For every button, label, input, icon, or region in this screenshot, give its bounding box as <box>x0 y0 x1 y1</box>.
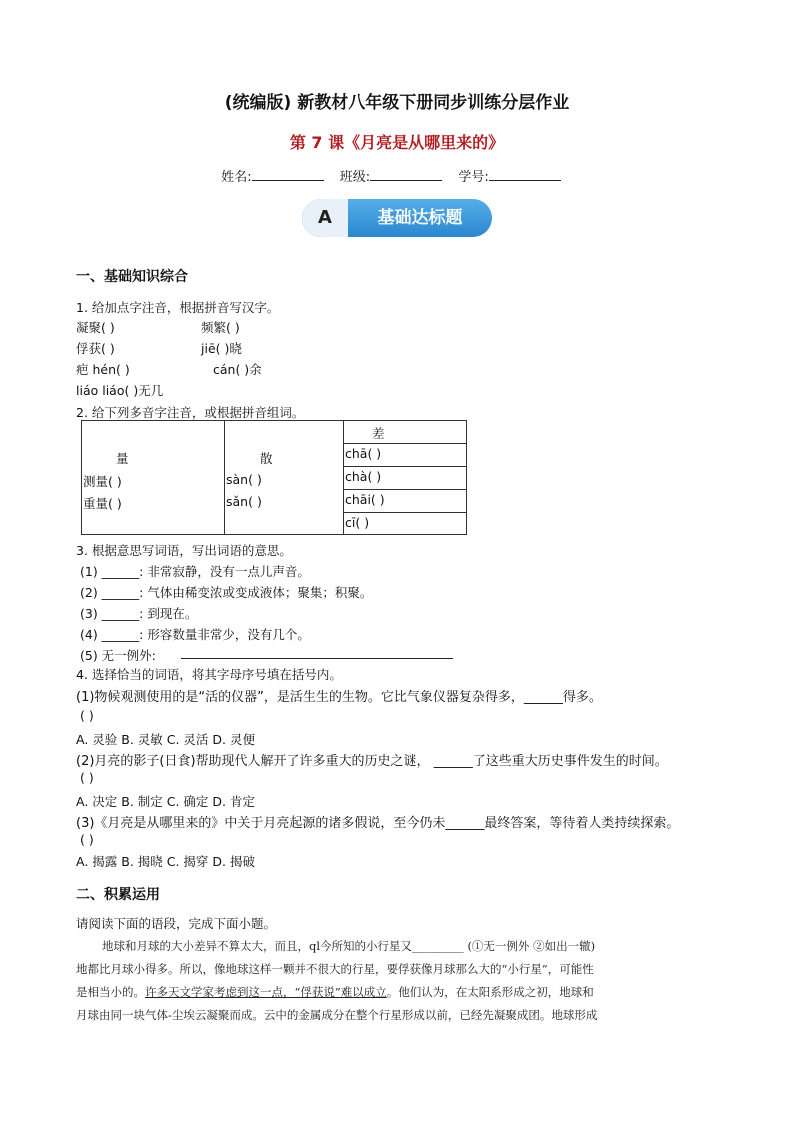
q4-options: A. 决定 B. 制定 C. 确定 D. 肯定 <box>76 794 255 809</box>
class-field[interactable] <box>370 168 442 181</box>
table-cell: sǎn( ) <box>226 494 262 509</box>
q3-item: (5) 无一例外: <box>80 648 156 663</box>
passage-line <box>76 984 594 1000</box>
table-head: 散 <box>260 451 273 466</box>
class-label: 班级: <box>339 170 371 185</box>
page-title: (统编版) 新教材八年级下册同步训练分层作业 <box>224 93 570 113</box>
q4-options: A. 灵验 B. 灵敏 C. 灵活 D. 灵便 <box>76 732 255 747</box>
q1-prompt: 1. 给加点字注音，根据拼音写汉字。 <box>76 300 280 315</box>
q1-item: liáo liáo( )无几 <box>76 383 164 398</box>
q1-item: 凝聚( ) <box>76 320 115 335</box>
polyphone-table <box>81 420 467 535</box>
q4-sentence: (1)物候观测使用的是“活的仪器”，是活生生的生物。它比气象仪器复杂得多，______得多。 <box>76 690 602 705</box>
answer-line[interactable] <box>181 658 453 659</box>
table-col-cha <box>344 421 467 535</box>
q3-item: (4) ______: 形容数量非常少，没有几个。 <box>80 627 310 642</box>
q4-sentence: (2)月亮的影子(日食)帮助现代人解开了许多重大的历史之谜， ______了这些重大历史事件发生的时间。 <box>76 754 668 769</box>
table-cell: 测量( ) <box>83 474 122 489</box>
passage-line: 地球和月球的大小差异不算太大，而且，ql今所知的小行星又_________ (①无一例外 ②如出一辙) <box>102 939 596 953</box>
table-col-liang <box>82 421 225 535</box>
student-info <box>0 166 794 185</box>
q4-answer-paren[interactable]: ( ) <box>80 708 94 723</box>
passage-line: 月球由同一块气体-尘埃云凝聚而成。云中的金属成分在整个行星形成以前，已经先凝聚成团。地球形成 <box>76 1008 598 1022</box>
id-label: 学号: <box>458 170 489 185</box>
underlined-sentence: 许多天文学家考虑到这一点，“俘获说”难以成立 <box>145 985 387 999</box>
q2-prompt: 2. 给下列多音字注音，或根据拼音组词。 <box>76 405 305 420</box>
passage-line: 地都比月球小得多。所以，像地球这样一颗并不很大的行星，要俘获像月球那么大的“小行星”，可能性 <box>76 962 594 976</box>
table-head: 差 <box>372 426 385 441</box>
table-head: 量 <box>116 451 129 466</box>
q4-prompt: 4. 选择恰当的词语，将其字母序号填在括号内。 <box>76 667 342 682</box>
q1-item: 疤 hén( ) <box>76 362 130 377</box>
section-1-heading: 一、基础知识综合 <box>76 269 188 285</box>
q3-prompt: 3. 根据意思写词语，写出词语的意思。 <box>76 543 292 558</box>
q3-item: (3) ______: 到现在。 <box>80 606 198 621</box>
table-cell: chà( ) <box>345 469 382 484</box>
passage-text: 是相当小的。 <box>76 985 145 999</box>
q3-item: (1) ______: 非常寂静，没有一点儿声音。 <box>80 564 310 579</box>
q4-sentence: (3)《月亮是从哪里来的》中关于月亮起源的诸多假说，至今仍未______最终答案，等待着人类持续探索。 <box>76 816 680 831</box>
name-label: 姓名: <box>221 170 252 185</box>
q1-item: jiē( )晓 <box>201 341 242 356</box>
level-badge <box>302 199 492 237</box>
q1-item: cán( )余 <box>213 362 262 377</box>
q1-item: 俘获( ) <box>76 341 115 356</box>
section-2-heading: 二、积累运用 <box>76 887 160 903</box>
table-cell: cī( ) <box>345 515 370 530</box>
level-text: 基础达标题 <box>377 208 463 228</box>
q4-answer-paren[interactable]: ( ) <box>80 770 94 785</box>
table-col-san <box>225 421 344 535</box>
q1-item: 频繁( ) <box>201 320 240 335</box>
table-cell: chāi( ) <box>345 492 385 507</box>
q3-item: (2) ______: 气体由稀变浓或变成液体；聚集；积聚。 <box>80 585 373 600</box>
passage-text: 。他们认为，在太阳系形成之初，地球和 <box>386 985 594 999</box>
q4-answer-paren[interactable]: ( ) <box>80 832 94 847</box>
table-cell: chā( ) <box>345 446 382 461</box>
table-cell: 重量( ) <box>83 496 122 511</box>
reading-intro: 请阅读下面的语段，完成下面小题。 <box>76 916 277 931</box>
q4-options: A. 揭露 B. 揭晓 C. 揭穿 D. 揭破 <box>76 854 255 869</box>
id-field[interactable] <box>489 168 561 181</box>
table-cell: sàn( ) <box>226 472 262 487</box>
lesson-title: 第 7 课《月亮是从哪里来的》 <box>289 133 505 152</box>
name-field[interactable] <box>252 168 324 181</box>
level-letter: A <box>302 199 348 237</box>
